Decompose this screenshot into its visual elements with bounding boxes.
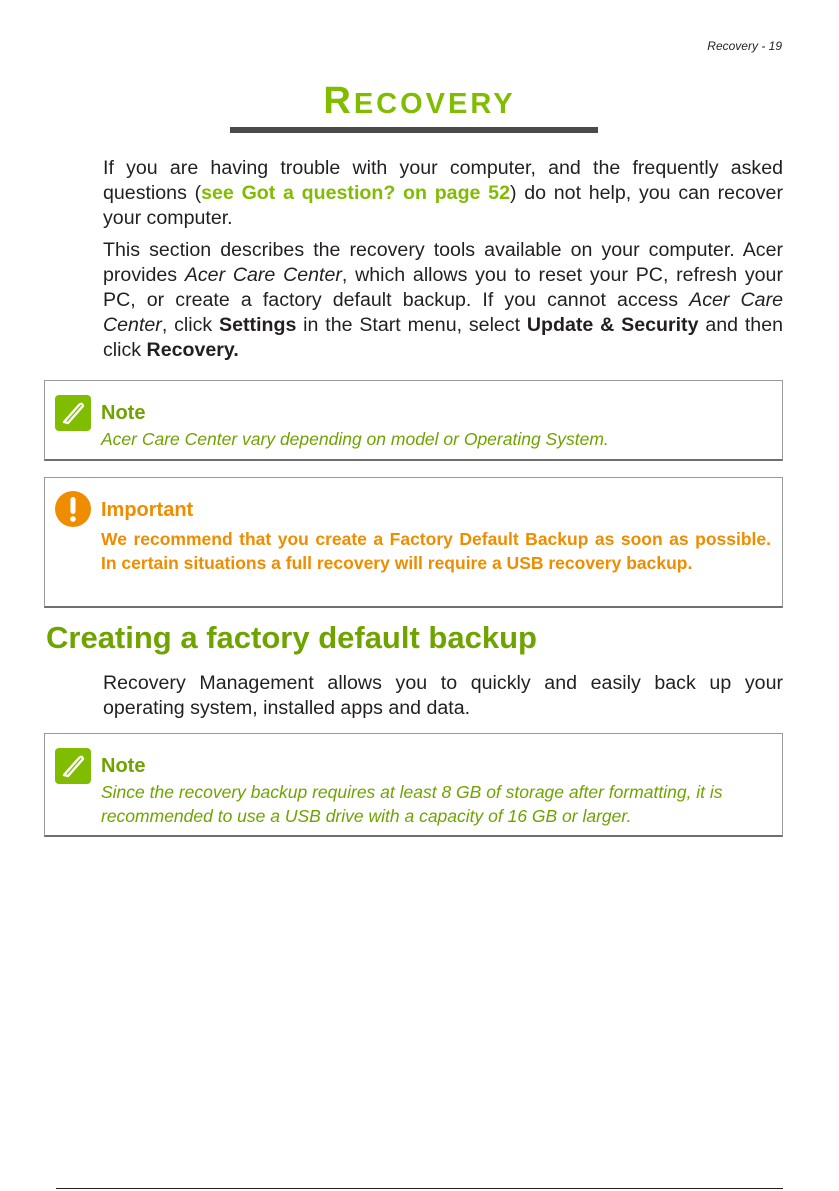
cross-reference-link[interactable]: see Got a question? on page 52 xyxy=(201,182,510,204)
app-name: Acer Care Center xyxy=(103,289,784,336)
intro-text: This section describes the recovery tools available on your computer. Acer provides xyxy=(103,239,783,286)
intro-text: ) do not help, you can recover your computer. xyxy=(103,182,783,229)
intro-text: If you are having trouble with your computer, and the frequently asked questions ( xyxy=(103,157,783,204)
intro-text: , click xyxy=(161,314,220,336)
intro-text: in the Start menu, select xyxy=(296,314,527,336)
chapter-title-rest: ECOVERY xyxy=(353,88,516,120)
title-underline xyxy=(230,127,598,133)
settings-term: Settings xyxy=(219,314,297,336)
update-security-term: Update & Security xyxy=(526,314,699,336)
important-body: We recommend that you create a Factory Default Backup as soon as possible. In certain situations a full recovery will require a USB recovery backup. xyxy=(101,529,771,573)
intro-paragraph-1 xyxy=(103,156,783,231)
important-heading: Important xyxy=(101,499,194,521)
note-callout-2 xyxy=(44,733,783,837)
page-header: Recovery - 19 xyxy=(707,39,782,53)
note-body: Since the recovery backup requires at least 8 GB of storage after formatting, it is recommended to use a USB drive with a capacity of 16 GB or larger. xyxy=(101,782,723,826)
note-body: Acer Care Center vary depending on model or Operating System. xyxy=(101,429,609,449)
important-callout xyxy=(44,477,783,608)
section-paragraph: Recovery Management allows you to quickly and easily back up your operating system, installed apps and data. xyxy=(103,672,783,719)
intro-text: , which allows you to reset your PC, refresh your PC, or create a factory default backup. If you cannot access xyxy=(103,264,783,311)
note-heading: Note xyxy=(101,402,146,424)
intro-paragraph-2 xyxy=(103,238,783,363)
note-heading: Note xyxy=(101,755,146,777)
footer-rule xyxy=(56,1188,783,1189)
section-heading: Creating a factory default backup xyxy=(46,620,537,655)
pencil-icon xyxy=(55,395,91,431)
pencil-icon xyxy=(55,748,91,784)
chapter-title xyxy=(0,80,839,123)
note-callout xyxy=(44,380,783,461)
exclamation-icon xyxy=(55,491,91,527)
chapter-title-initial: R xyxy=(323,80,354,122)
recovery-term: Recovery. xyxy=(146,339,239,361)
app-name: Acer Care Center xyxy=(184,264,342,286)
intro-text: and then click xyxy=(103,314,783,361)
